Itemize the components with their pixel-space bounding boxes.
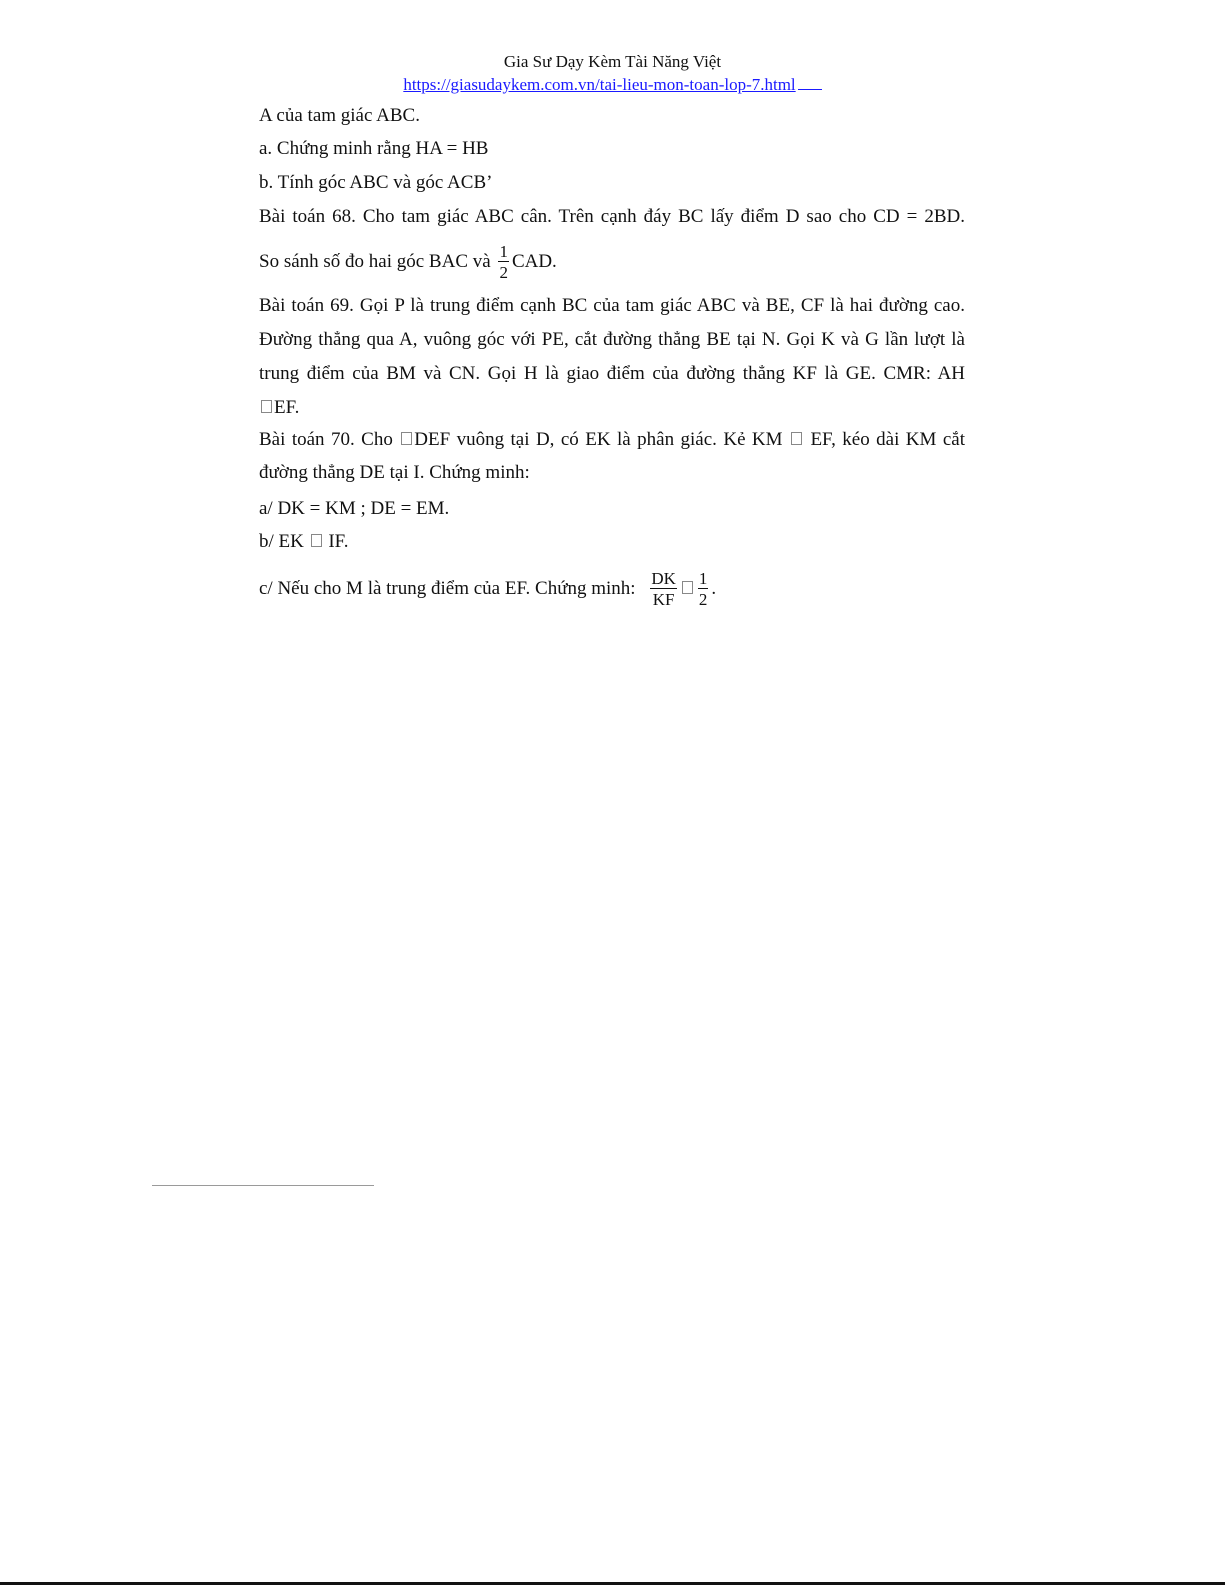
missing-symbol-box [261, 400, 272, 413]
period-text: . [711, 578, 717, 599]
missing-symbol-box [311, 534, 322, 547]
angle-cad-text: CAD. [511, 251, 557, 272]
problem-70-part-b [259, 531, 965, 553]
fraction-numerator: 1 [499, 242, 508, 262]
km-ef-wrap [789, 429, 965, 450]
ef-text: EF. [274, 397, 300, 418]
text-line-1: A của tam giác ABC. [259, 105, 420, 126]
problem-70-line-2: đường thẳng DE tại I. Chứng minh: [259, 462, 530, 483]
if-text: IF. [328, 531, 349, 552]
problem-69-line-4 [259, 397, 965, 419]
problem-69-line-2: Đường thẳng qua A, vuông góc với PE, cắt đường thẳng BE tại N. Gọi K và G lần lượt là [259, 329, 965, 350]
fraction-numerator: 1 [698, 569, 708, 589]
header-link-row [0, 75, 1225, 95]
compare-text: So sánh số đo hai góc BAC và [259, 251, 491, 272]
header-link[interactable]: https://giasudaykem.com.vn/tai-lieu-mon-toan-lop-7.html [403, 75, 796, 94]
fraction-dk-kf [650, 570, 677, 609]
fraction-numerator: DK [651, 569, 676, 589]
missing-symbol-box [401, 432, 412, 445]
footer-faint-marks [380, 1181, 580, 1185]
part-c-text: c/ Nếu cho M là trung điểm của EF. Chứng minh: [259, 578, 636, 599]
link-underline-trail [798, 75, 822, 90]
text-line-2: a. Chứng minh rằng HA = HB [259, 138, 489, 159]
problem-69-line-3: trung điểm của BM và CN. Gọi H là giao điểm của đường thẳng KF là GE. CMR: AH [259, 363, 965, 384]
header-title: Gia Sư Dạy Kèm Tài Năng Việt [503, 52, 722, 71]
fraction-denominator: KF [652, 590, 675, 610]
fraction-one-half [498, 243, 509, 282]
missing-symbol-box [682, 581, 693, 594]
fraction-one-half [698, 570, 709, 609]
triangle-def-text: DEF vuông tại D, có EK là phân giác. Kẻ KM [414, 429, 783, 450]
fraction-denominator: 2 [698, 590, 708, 610]
text-line-3: b. Tính góc ABC và góc ACB’ [259, 172, 493, 193]
problem-69-line-1: Bài toán 69. Gọi P là trung điểm cạnh BC của tam giác ABC và BE, CF là hai đường cao. [259, 295, 965, 316]
footer-rule [152, 1185, 374, 1186]
fraction-denominator: 2 [499, 263, 508, 283]
problem-70-intro: Bài toán 70. Cho [259, 429, 393, 450]
ek-text: b/ EK [259, 531, 304, 552]
problem-68-line-2 [259, 241, 965, 283]
problem-68-line-1: Bài toán 68. Cho tam giác ABC cân. Trên cạnh đáy BC lấy điểm D sao cho CD = 2BD. [259, 206, 965, 227]
problem-70-part-a: a/ DK = KM ; DE = EM. [259, 498, 450, 519]
problem-70-line-1 [259, 429, 965, 451]
triangle-def-wrap [399, 429, 782, 450]
problem-70-part-c [259, 567, 965, 611]
km-ef-text: EF, kéo dài KM cắt [810, 429, 965, 450]
missing-symbol-box [791, 432, 802, 445]
